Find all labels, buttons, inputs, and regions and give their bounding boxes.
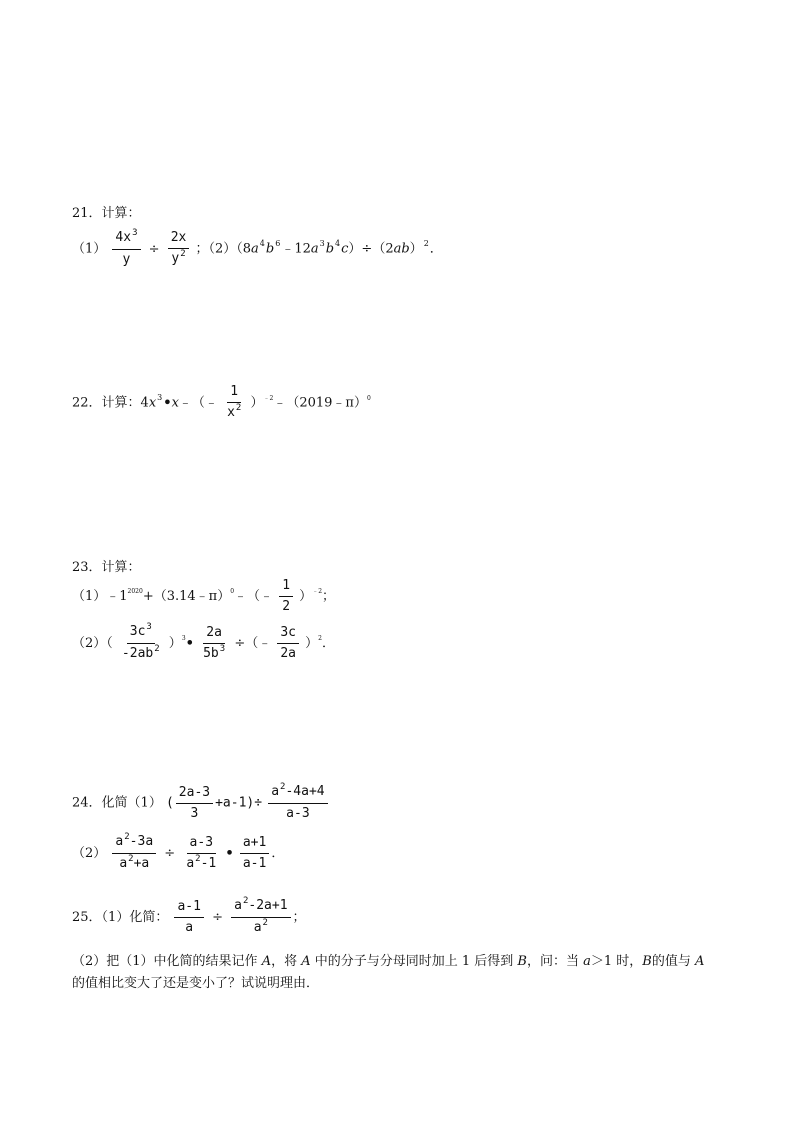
math-token: ﹣12: [281, 241, 311, 257]
math-token: 25．（1）化简：: [72, 910, 169, 925]
q25-part1: [72, 898, 306, 937]
math-token: 1: [227, 384, 241, 403]
math-token: 2a: [280, 646, 297, 661]
math-token: ，将: [271, 954, 302, 969]
math-token: 3: [219, 643, 226, 654]
q21-title: [72, 202, 141, 221]
denominator: [168, 249, 188, 268]
math-token: 2: [195, 853, 201, 864]
math-token: a: [251, 241, 259, 257]
math-token: 2: [318, 635, 322, 642]
math-token: y: [122, 252, 131, 267]
math-token: A: [301, 954, 311, 969]
math-token: a-3: [187, 835, 216, 854]
q23-title: [72, 556, 141, 575]
math-token: 0: [230, 588, 235, 595]
numerator: [112, 230, 140, 250]
denominator: [116, 854, 152, 873]
math-token: ÷: [212, 910, 223, 925]
math-token: 3: [132, 228, 138, 238]
numerator: [268, 784, 327, 804]
math-token: a: [185, 920, 194, 935]
math-token: 4: [335, 238, 341, 248]
math-token: 24．化简（1）: [72, 795, 162, 811]
math-token: a: [119, 856, 128, 871]
denominator: [183, 854, 219, 873]
math-token: ；: [292, 910, 306, 925]
math-token: 2: [128, 854, 134, 864]
math-token: 2: [423, 238, 429, 248]
math-token: 3: [319, 238, 325, 248]
math-token: b: [325, 241, 335, 257]
q24-part1: [72, 784, 330, 822]
math-token: +（3.14﹣π）: [142, 589, 231, 604]
math-token: x: [227, 405, 235, 420]
math-token: 3c: [277, 625, 299, 644]
fraction: [112, 230, 140, 268]
math-token: a-1: [174, 899, 203, 918]
fraction: [231, 898, 290, 937]
math-token: （2）（: [72, 636, 113, 651]
math-token: -1: [200, 855, 217, 871]
math-token: ＞1 时，: [590, 954, 643, 969]
math-token: -2a+1: [248, 898, 288, 913]
fraction: [279, 578, 293, 615]
math-token: B: [642, 954, 652, 969]
math-token: -2ab: [121, 646, 154, 661]
math-token: 5b: [203, 645, 219, 661]
math-token: 2: [242, 896, 249, 906]
math-token: 的值与: [651, 954, 695, 969]
math-token: ）÷（2: [348, 241, 394, 257]
math-token: ）: [168, 636, 182, 651]
math-token: a: [583, 954, 591, 969]
math-token: （2）把（1）中化简的结果记作: [72, 954, 262, 969]
math-token: ）: [305, 636, 319, 651]
math-token: 2: [282, 599, 291, 614]
math-token: ．: [429, 241, 443, 257]
math-token: ﹣2: [263, 394, 274, 402]
math-token: 21．计算：: [72, 206, 141, 221]
math-token: 23．计算：: [72, 560, 141, 575]
math-token: 2a-3: [176, 785, 213, 804]
numerator: [231, 898, 290, 918]
math-token: 的值相比变大了还是变小了？试说明理由．: [72, 976, 320, 991]
math-token: 2: [235, 403, 242, 413]
denominator: [251, 918, 271, 937]
math-token: a: [186, 855, 195, 871]
math-token: ．: [322, 636, 336, 651]
numerator: [112, 834, 156, 854]
math-token: （1）﹣1: [72, 589, 128, 604]
math-token: -4a+4: [285, 784, 325, 799]
q23-part1: [72, 578, 335, 615]
math-token: •: [185, 636, 194, 651]
math-token: ab: [393, 241, 410, 257]
math-token: ﹣（2019﹣π）: [273, 395, 367, 411]
q25-part2-line1: [72, 950, 704, 969]
denominator: [224, 403, 244, 422]
math-token: A: [695, 954, 705, 969]
math-token: 2: [280, 782, 286, 792]
math-token: a: [234, 898, 242, 913]
math-token: 2x: [168, 230, 190, 249]
math-token: -3a: [129, 834, 154, 849]
math-token: a-1: [242, 856, 267, 871]
fraction: [176, 785, 213, 822]
math-token: 0: [366, 394, 371, 402]
math-token: y: [171, 251, 180, 266]
fraction: [112, 834, 156, 873]
math-token: x: [171, 395, 179, 411]
math-token: 2: [262, 918, 268, 928]
math-token: 6: [275, 238, 281, 248]
math-token: +a-1)÷: [215, 795, 263, 811]
q23-part2: [72, 624, 335, 663]
math-token: c: [341, 241, 349, 257]
numerator: [127, 624, 155, 644]
math-token: （1）: [72, 241, 107, 257]
math-token: 3: [146, 622, 152, 632]
math-token: A: [261, 954, 272, 969]
math-token: ）: [409, 241, 423, 257]
math-token: 中的分子与分母同时加上 1 后得到: [310, 954, 518, 969]
math-token: a: [271, 784, 280, 799]
math-token: 22．计算：4: [72, 395, 149, 411]
math-token: ﹣2: [312, 588, 323, 595]
math-token: a: [115, 834, 124, 849]
fraction: [183, 835, 219, 873]
math-token: 1: [279, 578, 293, 597]
math-token: 4: [259, 238, 265, 248]
q21-expression: [72, 230, 443, 268]
math-token: B: [517, 954, 527, 969]
math-token: 2a: [203, 625, 225, 644]
denominator: [200, 644, 228, 663]
fraction: [240, 835, 269, 872]
math-token: 2020: [127, 588, 143, 595]
math-token: ÷: [148, 241, 160, 257]
math-token: ；: [322, 589, 336, 604]
math-token: ）: [250, 395, 264, 411]
math-token: ÷: [164, 846, 176, 861]
math-token: 2: [154, 644, 160, 654]
math-token: ．: [271, 846, 285, 861]
math-token: 2: [180, 249, 186, 259]
math-token: 3: [181, 635, 186, 642]
math-token: a+1: [240, 835, 269, 854]
math-token: ÷（﹣: [234, 636, 272, 651]
fraction: [268, 784, 327, 822]
denominator: [119, 644, 163, 663]
math-token: b: [265, 241, 275, 257]
math-token: x: [148, 395, 157, 411]
math-token: ；（2）（8: [195, 241, 252, 257]
math-token: a: [253, 920, 262, 935]
math-token: 3c: [129, 624, 146, 639]
math-token: ﹣（﹣: [234, 589, 274, 604]
math-token: 3: [157, 392, 163, 402]
math-token: •: [225, 846, 234, 861]
math-token: 3: [190, 805, 199, 821]
q22-expression: [72, 384, 371, 422]
fraction: [168, 230, 190, 268]
math-token: •: [163, 395, 172, 411]
fraction: [174, 899, 203, 936]
math-token: （2）: [72, 846, 107, 861]
fraction: [224, 384, 244, 422]
math-token: 2: [124, 832, 130, 842]
math-token: a: [310, 241, 319, 257]
math-token: +a: [133, 856, 150, 871]
math-token: a-3: [286, 806, 310, 821]
fraction: [200, 625, 228, 663]
math-token: 4x: [115, 230, 132, 245]
fraction: [119, 624, 163, 663]
q25-part2-line2: [72, 972, 319, 991]
math-token: (: [165, 795, 174, 811]
fraction: [277, 625, 299, 662]
math-token: ，问：当: [526, 954, 584, 969]
math-token: ）: [299, 589, 313, 604]
math-token: ﹣（﹣: [178, 395, 218, 411]
q24-part2: [72, 834, 284, 873]
